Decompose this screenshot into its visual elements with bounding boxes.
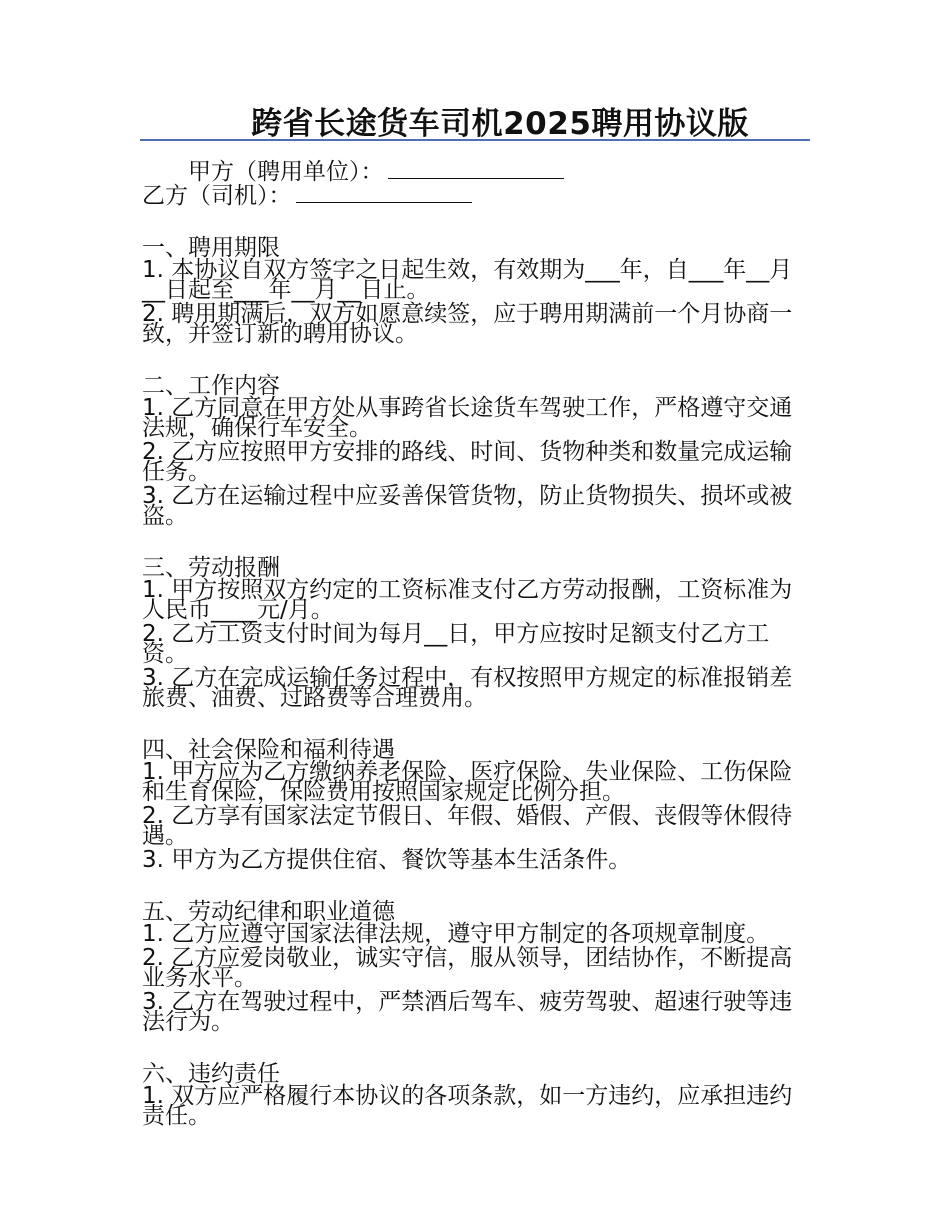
- party-a-blank[interactable]: [388, 158, 564, 179]
- section-2: [142, 373, 807, 529]
- section-6: [142, 1061, 807, 1129]
- clause-item: 1. 甲方应为乙方缴纳养老保险、医疗保险、失业保险、工伤保险和生育保险，保险费用按照国家规定比例分担。: [142, 759, 793, 805]
- clause-item: 3. 乙方在驾驶过程中，严禁酒后驾车、疲劳驾驶、超速行驶等违法行为。: [142, 989, 793, 1035]
- clause-item: 2. 乙方享有国家法定节假日、年假、婚假、产假、丧假等休假待遇。: [142, 803, 793, 849]
- clause-item: 1. 甲方按照双方约定的工资标准支付乙方劳动报酬，工资标准为人民币____元/月。: [142, 577, 793, 623]
- document-body: [142, 150, 807, 1130]
- section-5: [142, 899, 807, 1035]
- party-a-line: [142, 158, 807, 185]
- sections-container: [142, 235, 807, 1129]
- clause-item: 2. 聘用期满后，双方如愿意续签，应于聘用期满前一个月协商一致，并签订新的聘用协议。: [142, 301, 793, 347]
- clause-item: 3. 甲方为乙方提供住宿、餐饮等基本生活条件。: [142, 847, 632, 873]
- party-b-line: [142, 182, 807, 209]
- section-3: [142, 555, 807, 711]
- clause-item: 3. 乙方在运输过程中应妥善保管货物，防止货物损失、损坏或被盗。: [142, 483, 793, 529]
- clause-item: 2. 乙方应爱岗敬业，诚实守信，服从领导，团结协作，不断提高业务水平。: [142, 945, 793, 991]
- section-heading: 二、工作内容: [142, 373, 280, 399]
- section-heading: 四、社会保险和福利待遇: [142, 737, 395, 763]
- party-b-label: 乙方（司机）：: [142, 183, 292, 209]
- section-heading: 一、聘用期限: [142, 235, 280, 261]
- clause-item: 2. 乙方应按照甲方安排的路线、时间、货物种类和数量完成运输任务。: [142, 439, 793, 485]
- clause-item: 1. 乙方应遵守国家法律法规，遵守甲方制定的各项规章制度。: [142, 921, 770, 947]
- clause-item: 1. 本协议自双方签字之日起生效，有效期为___年，自___年__月__日起至___年__月__日止。: [142, 257, 793, 303]
- party-a-label: 甲方（聘用单位）：: [188, 159, 384, 185]
- section-heading: 六、违约责任: [142, 1061, 280, 1087]
- title-underline: [140, 139, 810, 141]
- document-title: 跨省长途货车司机2025聘用协议版: [251, 106, 749, 142]
- clause-item: 2. 乙方工资支付时间为每月__日，甲方应按时足额支付乙方工资。: [142, 621, 770, 667]
- party-b-blank[interactable]: [296, 182, 472, 203]
- section-1: [142, 235, 807, 347]
- section-heading: 三、劳动报酬: [142, 555, 280, 581]
- clause-item: 1. 双方应严格履行本协议的各项条款，如一方违约，应承担违约责任。: [142, 1083, 793, 1129]
- clause-item: 3. 乙方在完成运输任务过程中，有权按照甲方规定的标准报销差旅费、油费、过路费等合理费用。: [142, 665, 793, 711]
- clause-item: 1. 乙方同意在甲方处从事跨省长途货车驾驶工作，严格遵守交通法规，确保行车安全。: [142, 395, 793, 441]
- section-4: [142, 737, 807, 873]
- section-heading: 五、劳动纪律和职业道德: [142, 899, 395, 925]
